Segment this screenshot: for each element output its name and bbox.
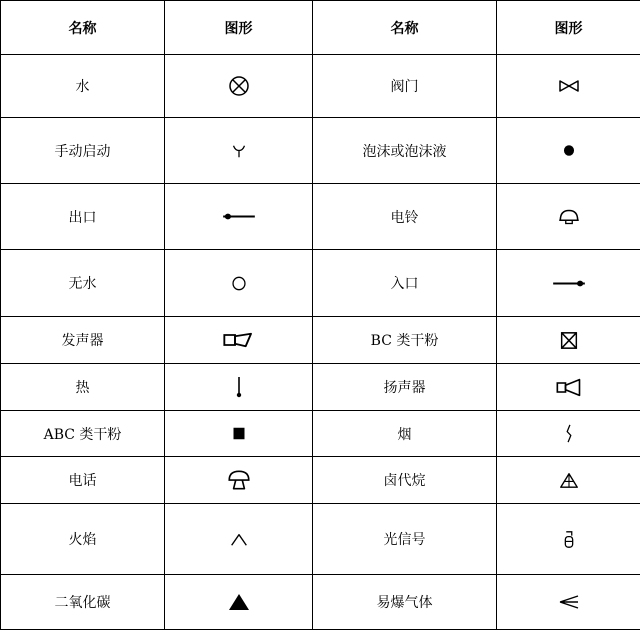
flame-caret-icon [228,528,250,551]
water-circled-x-icon [227,74,251,98]
symbol-name: 泡沫或泡沫液 [313,118,497,184]
symbol-name: 入口 [313,250,497,317]
symbol-shape [497,184,640,250]
symbol-shape [497,250,640,317]
halon-triangle-icon [558,469,580,492]
abc-powder-filled-square-icon [228,422,250,445]
table-row [1,184,640,250]
symbol-name: 二氧化碳 [1,575,165,630]
explosive-gas-icon [557,590,581,614]
loudspeaker-icon [555,374,583,401]
symbol-name: 电铃 [313,184,497,250]
symbol-shape [165,184,313,250]
valve-bowtie-icon [557,74,581,98]
symbol-shape [165,55,313,118]
header-shape-right: 图形 [497,1,640,55]
light-signal-icon [558,528,580,551]
header-row [1,1,640,55]
bc-powder-boxed-x-icon [558,329,580,352]
symbol-name: 发声器 [1,317,165,364]
symbol-shape [497,575,640,630]
symbol-name: 无水 [1,250,165,317]
header-shape-left: 图形 [165,1,313,55]
outlet-line-dot-icon [220,199,258,234]
symbol-name: 烟 [313,411,497,457]
symbol-name: 水 [1,55,165,118]
symbol-name: ABC 类干粉 [1,411,165,457]
table-row [1,504,640,575]
symbol-shape [165,575,313,630]
symbol-shape [165,411,313,457]
symbol-shape [165,250,313,317]
sounder-horn-icon [223,325,255,355]
symbol-name: 易爆气体 [313,575,497,630]
symbol-name: 火焰 [1,504,165,575]
symbol-shape [165,504,313,575]
table-row [1,118,640,184]
no-water-circle-icon [228,272,250,295]
symbol-shape [165,317,313,364]
symbol-name: 热 [1,364,165,411]
table-row [1,457,640,504]
table-row [1,55,640,118]
symbol-shape [497,411,640,457]
symbol-name: 出口 [1,184,165,250]
telephone-icon [226,467,252,493]
header-name-right: 名称 [313,1,497,55]
smoke-squiggle-icon [558,422,580,445]
symbol-name: 手动启动 [1,118,165,184]
symbol-name: BC 类干粉 [313,317,497,364]
symbol-shape [497,317,640,364]
co2-filled-triangle-icon [227,590,251,614]
table-row [1,250,640,317]
symbol-name: 阀门 [313,55,497,118]
symbol-shape [165,457,313,504]
symbol-name: 光信号 [313,504,497,575]
bell-dome-icon [556,204,582,230]
symbol-shape [497,55,640,118]
symbol-shape [497,504,640,575]
table-row [1,575,640,630]
heat-thermometer-icon [227,375,251,399]
symbol-shape [165,118,313,184]
table-row [1,317,640,364]
symbol-shape [497,457,640,504]
symbol-shape [497,118,640,184]
manual-start-y-icon [228,139,250,162]
symbol-name: 卤代烷 [313,457,497,504]
symbol-name: 扬声器 [313,364,497,411]
header-name-left: 名称 [1,1,165,55]
table-row [1,411,640,457]
symbol-name: 电话 [1,457,165,504]
symbol-shape [497,364,640,411]
table-row [1,364,640,411]
foam-filled-dot-icon [558,139,580,162]
symbol-shape [165,364,313,411]
inlet-line-dot-icon [550,266,588,301]
